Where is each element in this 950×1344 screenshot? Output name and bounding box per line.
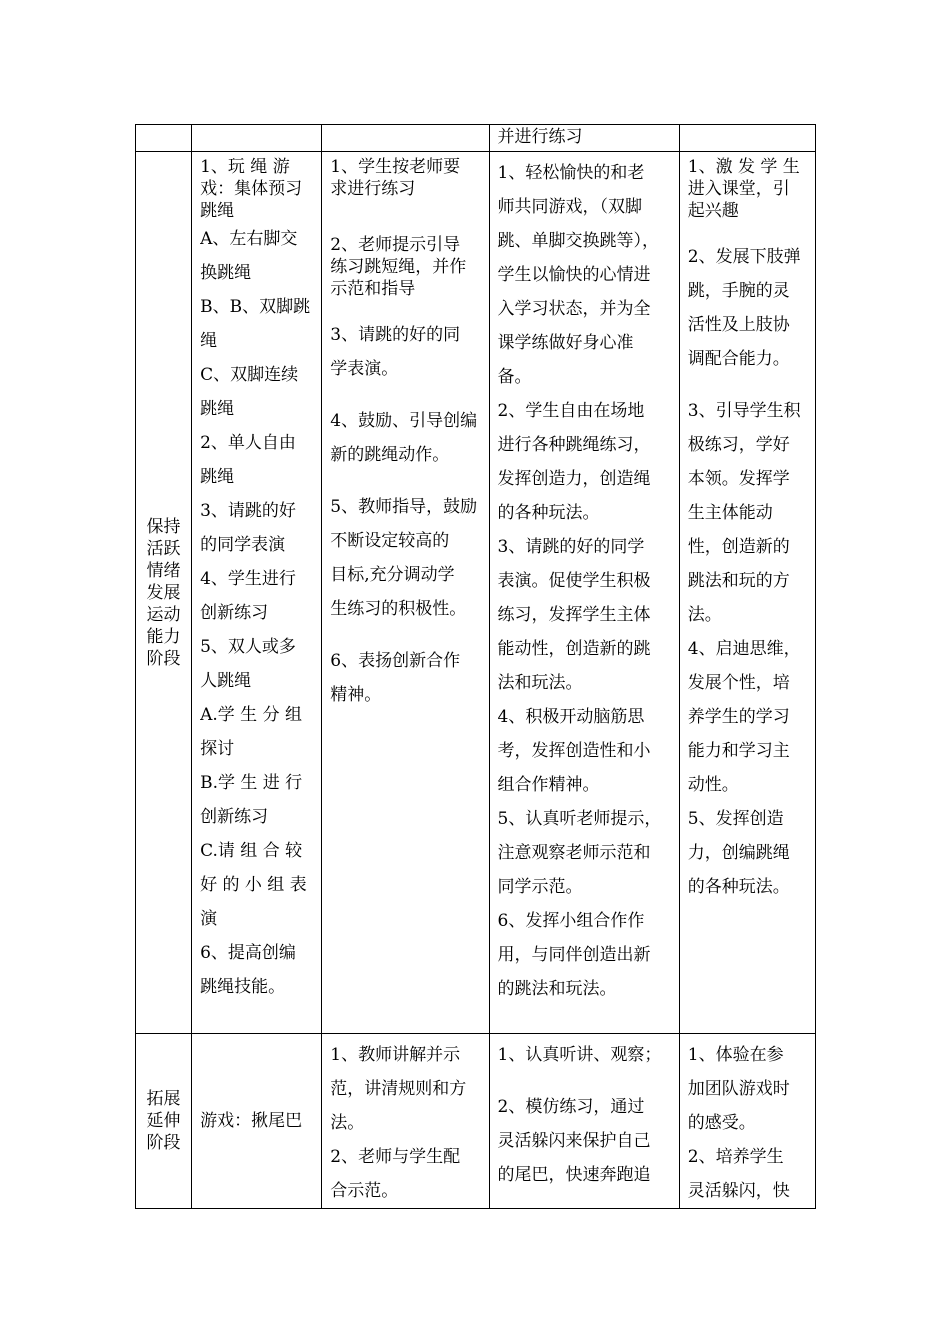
text-line: 延伸 — [146, 1111, 181, 1131]
text-line: 2、学生自由在场地 — [497, 401, 645, 421]
text-line: 人跳绳 — [200, 671, 252, 691]
text-line: 生主体能动 — [687, 503, 773, 523]
text-line: 灵活躲闪，快 — [687, 1181, 790, 1201]
text-line: 1、教师讲解并示 — [330, 1045, 461, 1065]
text-line: 情绪 — [146, 560, 181, 581]
text-line: 学生以愉快的心情进 — [497, 265, 651, 285]
text-line: 新的跳绳动作。 — [330, 445, 450, 465]
content-cell — [192, 152, 322, 1034]
text-line: 的感受。 — [687, 1113, 756, 1133]
text-line: 组合作精神。 — [497, 775, 600, 795]
text-line: 同学示范。 — [497, 877, 583, 897]
goal-text — [688, 156, 809, 222]
text-line: 目标,充分调动学 — [330, 565, 455, 585]
text-line: 1、学生按老师要 — [330, 157, 461, 177]
teacher-text — [330, 404, 482, 472]
text-line: 合示范。 — [330, 1181, 399, 1201]
text-line: 备。 — [497, 367, 532, 387]
text-line: 2、单人自由 — [200, 433, 296, 453]
content-cell — [192, 125, 322, 152]
text-line: 1、体验在参 — [687, 1045, 784, 1065]
text-line: 2、模仿练习，通过 — [497, 1097, 645, 1117]
text-line: A.学 生 分 组 — [200, 705, 302, 725]
text-line: 活性及上肢协 — [687, 315, 790, 335]
text-line: 进行各种跳绳练习， — [497, 435, 651, 455]
text-line: 求进行练习 — [330, 179, 416, 199]
text-line: 1、玩 绳 游 — [200, 157, 290, 177]
stage-cell — [136, 152, 192, 1034]
text-line: 能动性，创造新的跳 — [497, 639, 651, 659]
text-line: B.学 生 进 行 — [200, 773, 303, 793]
table-row — [136, 152, 816, 1034]
text-line: 能力和学习主 — [687, 741, 790, 761]
text-line: 发展 — [146, 582, 181, 603]
text-line: 生练习的积极性。 — [330, 599, 467, 619]
text-line: 1、轻松愉快的和老 — [497, 163, 645, 183]
text-line: 3、请跳的好的同学 — [497, 537, 645, 557]
text-line: 表演。促使学生积极 — [497, 571, 651, 591]
teacher-text — [330, 318, 482, 386]
stage-label — [140, 516, 187, 670]
text-line: 跳绳 — [200, 467, 235, 487]
text-line: 6、表扬创新合作 — [330, 651, 461, 671]
text-line: 加团队游戏时 — [687, 1079, 790, 1099]
text-line: 跳绳 — [200, 201, 235, 221]
text-line: 3、引导学生积 — [687, 401, 801, 421]
text-line: 不断设定较高的 — [330, 531, 450, 551]
teacher-text — [330, 1038, 482, 1208]
text-line: 用，与同伴创造出新 — [497, 945, 651, 965]
content-text — [200, 222, 315, 1004]
content-text — [200, 156, 315, 222]
text-line: 练习，发挥学生主体 — [497, 605, 651, 625]
teacher-cell — [322, 152, 489, 1034]
text-line: A、左右脚交 — [200, 229, 298, 249]
text-line: 学表演。 — [330, 359, 399, 379]
text-line: 的同学表演 — [200, 535, 286, 555]
text-line: 注意观察老师示范和 — [497, 843, 651, 863]
text-line: 考，发挥创造性和小 — [497, 741, 651, 761]
text-line: C、双脚连续 — [200, 365, 299, 385]
text-line: 范，讲清规则和方 — [330, 1079, 467, 1099]
text-line: 2、培养学生 — [687, 1147, 784, 1167]
text-line: 换跳绳 — [200, 263, 252, 283]
text-line: 动性。 — [687, 775, 739, 795]
text-line: 的跳法和玩法。 — [497, 979, 617, 999]
goal-text — [688, 1038, 809, 1208]
text-line: 2、发展下肢弹 — [687, 247, 801, 267]
text-line: 1、认真听讲、观察； — [497, 1045, 662, 1065]
text-line: 6、发挥小组合作作 — [497, 911, 645, 931]
text-line: 能力 — [146, 626, 181, 647]
text-line: 灵活躲闪来保护自己 — [497, 1131, 651, 1151]
text-line: 阶段 — [146, 648, 181, 669]
teacher-cell — [322, 1034, 489, 1209]
content-text: 游戏：揪尾巴 — [200, 1111, 303, 1131]
text-line: 创新练习 — [200, 603, 269, 623]
text-line: 活跃 — [146, 538, 181, 559]
teacher-text — [330, 644, 482, 712]
text-line: 戏：集体预习 — [200, 179, 303, 199]
text-line: 极练习，学好 — [687, 435, 790, 455]
content-cell — [192, 1034, 322, 1209]
text-line: 5、双人或多 — [200, 637, 296, 657]
text-line: 6、提高创编 — [200, 943, 296, 963]
text-line: 养学生的学习 — [687, 707, 790, 727]
goal-cell — [679, 1034, 815, 1209]
text-line: 师共同游戏，（双脚 — [497, 197, 642, 217]
text-line: 性，创造新的 — [687, 537, 790, 557]
text-line: 发展个性，培 — [687, 673, 790, 693]
goal-cell — [679, 125, 815, 152]
goal-text — [688, 240, 809, 376]
text-line: 4、启迪思维， — [687, 639, 801, 659]
student-text — [498, 1090, 673, 1192]
text-line: 起兴趣 — [687, 201, 739, 221]
text-line: 入学习状态，并为全 — [497, 299, 651, 319]
text-line: 演 — [200, 909, 218, 929]
teacher-text — [330, 234, 482, 300]
text-line: 调配合能力。 — [687, 349, 790, 369]
student-text: 并进行练习 — [497, 127, 583, 147]
text-line: 法。 — [330, 1113, 365, 1133]
teacher-cell — [322, 125, 489, 152]
text-line: 探讨 — [200, 739, 235, 759]
teacher-text — [330, 156, 482, 200]
text-line: 5、发挥创造 — [687, 809, 784, 829]
text-line: B、B、双脚跳 — [200, 297, 311, 317]
text-line: 3、请跳的好 — [200, 501, 296, 521]
text-line: C.请 组 合 较 — [200, 841, 303, 861]
text-line: 法和玩法。 — [497, 673, 583, 693]
text-line: 3、请跳的好的同 — [330, 325, 461, 345]
text-line: 阶段 — [146, 1133, 181, 1153]
lesson-plan-table — [135, 124, 816, 1209]
text-line: 5、认真听老师提示， — [497, 809, 662, 829]
goal-cell — [679, 152, 815, 1034]
text-line: 2、老师与学生配 — [330, 1147, 461, 1167]
text-line: 4、鼓励、引导创编 — [330, 411, 478, 431]
text-line: 本领。发挥学 — [687, 469, 790, 489]
stage-label — [140, 1088, 187, 1154]
text-line: 跳，手腕的灵 — [687, 281, 790, 301]
text-line: 创新练习 — [200, 807, 269, 827]
text-line: 精神。 — [330, 685, 382, 705]
text-line: 好 的 小 组 表 — [200, 875, 307, 895]
student-cell — [489, 125, 679, 152]
stage-cell — [136, 1034, 192, 1209]
text-line: 的各种玩法。 — [497, 503, 600, 523]
text-line: 4、学生进行 — [200, 569, 296, 589]
text-line: 跳绳 — [200, 399, 235, 419]
teacher-text — [330, 490, 482, 626]
text-line: 保持 — [146, 516, 181, 537]
text-line: 法。 — [687, 605, 722, 625]
text-line: 4、积极开动脑筋思 — [497, 707, 645, 727]
student-text — [498, 1038, 673, 1072]
student-cell — [489, 152, 679, 1034]
table-row — [136, 1034, 816, 1209]
text-line: 运动 — [146, 604, 181, 625]
text-line: 2、老师提示引导 — [330, 235, 461, 255]
text-line: 跳、单脚交换跳等）， — [497, 231, 659, 251]
text-line: 练习跳短绳，并作 — [330, 257, 467, 277]
text-line: 的各种玩法。 — [687, 877, 790, 897]
student-text — [498, 156, 673, 1006]
table-row — [136, 125, 816, 152]
text-line: 拓展 — [146, 1089, 181, 1109]
text-line: 示范和指导 — [330, 279, 416, 299]
stage-cell — [136, 125, 192, 152]
text-line: 跳绳技能。 — [200, 977, 286, 997]
text-line: 跳法和玩的方 — [687, 571, 790, 591]
text-line: 的尾巴，快速奔跑追 — [497, 1165, 651, 1185]
text-line: 进入课堂，引 — [687, 179, 790, 199]
text-line: 1、激 发 学 生 — [687, 157, 800, 177]
text-line: 力，创编跳绳 — [687, 843, 790, 863]
text-line: 发挥创造力，创造绳 — [497, 469, 651, 489]
student-cell — [489, 1034, 679, 1209]
goal-text — [688, 394, 809, 904]
text-line: 5、教师指导，鼓励 — [330, 497, 478, 517]
text-line: 绳 — [200, 331, 218, 351]
text-line: 课学练做好身心准 — [497, 333, 634, 353]
